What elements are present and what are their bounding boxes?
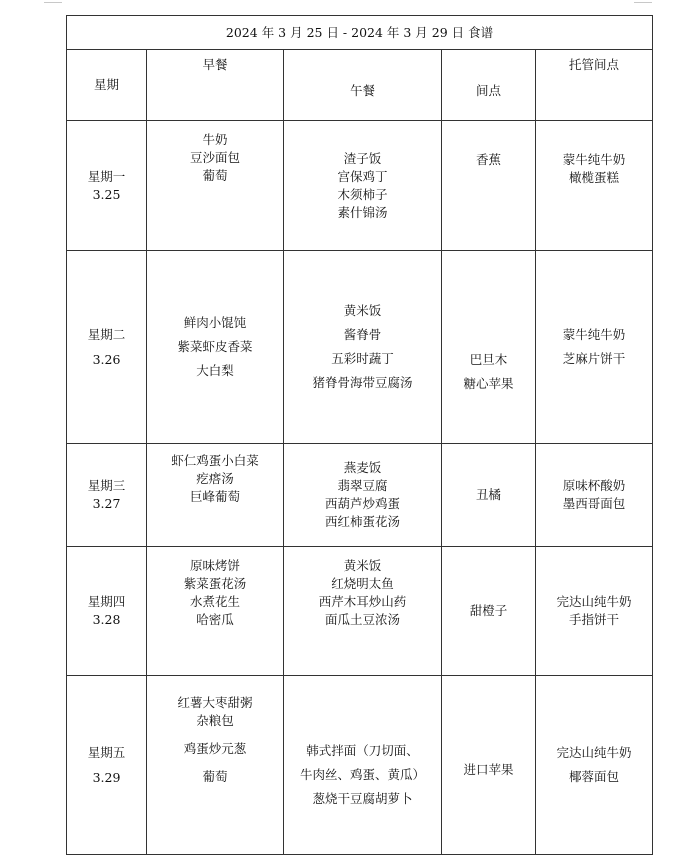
menu-item: 进口苹果 (463, 762, 514, 777)
header-snack: 间点 (442, 50, 536, 121)
menu-item: 杂粮包 (196, 713, 234, 728)
page-corner-mark-right (634, 0, 652, 3)
header-care-snack: 托管间点 (536, 50, 653, 121)
menu-item: 西红柿蛋花汤 (324, 514, 400, 529)
menu-item: 牛奶 (202, 132, 228, 147)
menu-item: 素什锦汤 (337, 204, 388, 220)
menu-item: 大白梨 (196, 363, 234, 378)
day-name: 星期三 (87, 478, 126, 493)
care-snack-cell (536, 251, 653, 444)
menu-item: 红烧明太鱼 (331, 576, 394, 591)
care-snack-cell (536, 547, 653, 676)
table-row (67, 676, 653, 855)
menu-item: 牛肉丝、鸡蛋、黄瓜） (299, 767, 425, 782)
menu-item: 红薯大枣甜粥 (177, 695, 253, 710)
menu-item: 甜橙子 (469, 603, 508, 618)
menu-item: 西芹木耳炒山药 (318, 594, 407, 609)
day-cell (67, 547, 147, 676)
menu-item: 豆沙面包 (189, 150, 240, 165)
menu-item: 黄米饭 (343, 558, 382, 573)
breakfast-cell (147, 121, 284, 251)
day-cell (67, 444, 147, 547)
snack-cell (442, 547, 536, 676)
menu-item: 疙瘩汤 (196, 471, 234, 486)
day-date: 3.26 (92, 351, 121, 367)
breakfast-cell (147, 547, 284, 676)
care-snack-cell (536, 121, 653, 251)
menu-item: 鲜肉小馄饨 (183, 315, 247, 330)
menu-item: 紫菜蛋花汤 (183, 576, 247, 591)
lunch-cell (284, 121, 442, 251)
menu-item: 橄榄蛋糕 (569, 170, 620, 185)
menu-item: 紫菜虾皮香菜 (177, 339, 253, 354)
menu-item: 蒙牛纯牛奶 (562, 152, 626, 167)
lunch-cell (284, 251, 442, 444)
day-date: 3.25 (92, 186, 121, 202)
header-lunch: 午餐 (284, 50, 442, 121)
menu-item: 芝麻片饼干 (562, 351, 626, 366)
table-row (67, 547, 653, 676)
menu-item: 原味杯酸奶 (562, 478, 626, 493)
breakfast-cell (147, 444, 284, 547)
menu-item: 香蕉 (475, 152, 501, 167)
care-snack-cell (536, 676, 653, 855)
menu-item: 五彩时蔬丁 (331, 351, 394, 366)
menu-item: 哈密瓜 (196, 612, 234, 627)
lunch-cell (284, 547, 442, 676)
menu-item: 葡萄 (202, 168, 228, 183)
menu-item: 木须柿子 (337, 186, 388, 202)
menu-item: 韩式拌面（刀切面、 (306, 743, 419, 758)
menu-item: 燕麦饭 (343, 460, 382, 475)
breakfast-cell (147, 251, 284, 444)
day-name: 星期五 (87, 744, 126, 760)
menu-item: 糖心苹果 (463, 376, 514, 391)
breakfast-cell (147, 676, 284, 855)
snack-cell (442, 251, 536, 444)
page-corner-mark-left (44, 0, 62, 3)
day-name: 星期四 (87, 594, 126, 609)
menu-item: 完达山纯牛奶 (556, 745, 632, 760)
menu-item: 巴旦木 (469, 352, 508, 367)
menu-item: 手指饼干 (569, 612, 620, 627)
menu-item: 原味烤饼 (189, 558, 240, 573)
menu-item: 葱烧干豆腐胡萝卜 (312, 791, 413, 806)
menu-item: 完达山纯牛奶 (556, 594, 632, 609)
day-date: 3.27 (92, 496, 121, 511)
day-date: 3.29 (92, 769, 121, 785)
menu-item: 虾仁鸡蛋小白菜 (171, 453, 259, 468)
menu-item: 西葫芦炒鸡蛋 (324, 496, 400, 511)
menu-item: 巨峰葡萄 (189, 489, 240, 504)
menu-item: 面瓜土豆浓汤 (324, 612, 400, 627)
menu-title: 2024 年 3 月 25 日 - 2024 年 3 月 29 日 食谱 (67, 16, 653, 50)
menu-item: 葡萄 (202, 769, 228, 784)
menu-item: 椰蓉面包 (569, 769, 620, 784)
menu-item: 水煮花生 (189, 594, 240, 609)
menu-item: 翡翠豆腐 (337, 478, 388, 493)
header-day: 星期 (67, 50, 147, 121)
menu-item: 蒙牛纯牛奶 (562, 327, 626, 342)
table-row (67, 444, 653, 547)
snack-cell (442, 444, 536, 547)
menu-item: 渣子饭 (343, 150, 382, 166)
day-name: 星期二 (87, 326, 126, 342)
snack-cell (442, 676, 536, 855)
menu-item: 猪脊骨海带豆腐汤 (312, 375, 413, 390)
table-row (67, 121, 653, 251)
day-cell (67, 676, 147, 855)
day-name: 星期一 (87, 168, 126, 184)
menu-item: 鸡蛋炒元葱 (183, 741, 247, 756)
menu-item: 宫保鸡丁 (337, 168, 388, 184)
menu-item: 黄米饭 (343, 303, 382, 318)
menu-item: 墨西哥面包 (562, 496, 626, 511)
menu-item: 丑橘 (475, 487, 501, 502)
lunch-cell (284, 676, 442, 855)
day-cell (67, 251, 147, 444)
care-snack-cell (536, 444, 653, 547)
table-row (67, 251, 653, 444)
day-date: 3.28 (92, 612, 121, 627)
weekly-menu-table (66, 15, 653, 855)
header-breakfast: 早餐 (147, 50, 284, 121)
lunch-cell (284, 444, 442, 547)
snack-cell (442, 121, 536, 251)
day-cell (67, 121, 147, 251)
menu-item: 酱脊骨 (343, 327, 382, 342)
